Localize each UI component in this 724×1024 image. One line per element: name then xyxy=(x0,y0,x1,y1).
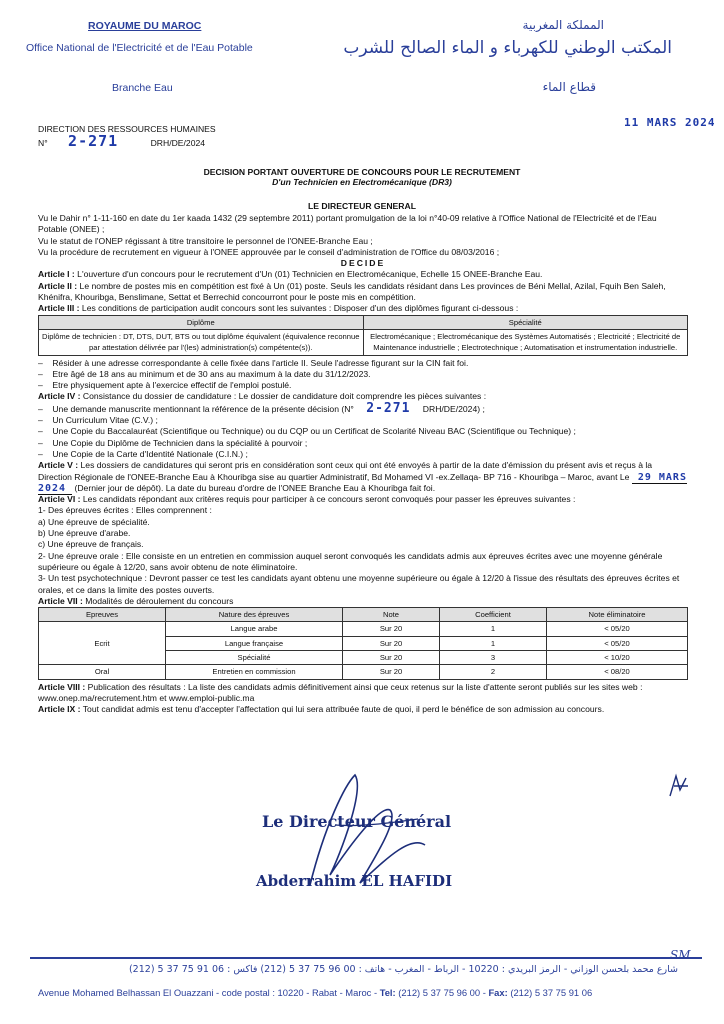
a3-bullet-3-text: Etre physiquement apte à l'exercice effectif de l'emploi postulé. xyxy=(52,380,292,391)
office-ar: المكتب الوطني للكهرباء و الماء الصالح للشرب xyxy=(343,38,672,58)
exam-coef: 1 xyxy=(440,636,547,650)
exam-header-epreuves: Epreuves xyxy=(39,608,166,622)
article-8-label: Article VIII : xyxy=(38,681,86,692)
article-7 xyxy=(38,596,688,607)
article-5 xyxy=(38,460,688,494)
diploma-header: Diplôme xyxy=(39,315,364,329)
a6-line-2: a) Une épreuve de spécialité. xyxy=(38,516,150,527)
a3-bullet-1-text: Résider à une adresse correspondante à celle fixée dans l'article II. Seule l'adresse figurant sur la CIN fait foi. xyxy=(52,357,469,368)
footer-french xyxy=(38,987,592,998)
exam-table xyxy=(38,607,688,679)
diploma-table xyxy=(38,315,688,356)
exam-header-elim: Note éliminatoire xyxy=(547,608,688,622)
article-8-text: Publication des résultats : La liste des candidats admis définitivement ainsi que ceux retenus sur la liste d'attente seront publiés sur les sites web : www.onep.ma/recrutement.htm et www.emploi-public.ma xyxy=(38,681,643,703)
a4-bullet-2: – Un Curriculum Vitae (C.V.) ; xyxy=(38,415,158,426)
article-7-text: Modalités de déroulement du concours xyxy=(82,595,234,606)
exam-elim: < 05/20 xyxy=(547,622,688,636)
exam-elim: < 08/20 xyxy=(547,665,688,679)
exam-nature: Spécialité xyxy=(166,650,343,664)
branch-fr: Branche Eau xyxy=(112,82,173,94)
a3-bullet-2: – Etre âgé de 18 ans au minimum et de 30 ans au maximum à la date du 31/12/2023. xyxy=(38,368,371,379)
a6-line-4: c) Une épreuve de français. xyxy=(38,539,144,550)
a4-bullet-3-text: Une Copie du Baccalauréat (Scientifique ou Technique) ou du CQP ou un Certificat de Scolarité Niveau BAC (Scientifique ou Technique) ; xyxy=(52,426,576,437)
document-body xyxy=(38,213,688,715)
direction-label: DIRECTION DES RESSOURCES HUMAINES xyxy=(38,124,216,134)
kingdom-ar: المملكة المغربية xyxy=(522,18,604,32)
exam-elim: < 05/20 xyxy=(547,636,688,650)
branch-ar: قطاع الماء xyxy=(542,80,596,94)
director-heading: LE DIRECTEUR GENERAL xyxy=(308,201,416,211)
ref-n-label: N° xyxy=(38,138,48,148)
article-4-text: Consistance du dossier de candidature : Le dossier de candidature doit comprendre les pièces suivantes : xyxy=(80,391,487,402)
kingdom-fr: ROYAUME DU MAROC xyxy=(88,20,202,32)
title-sub: D'un Technicien en Electromécanique (DR3) xyxy=(272,177,452,187)
diploma-cell: Diplôme de technicien : DT, DTS, DUT, BTS ou tout diplôme équivalent (équivalence reconnue par attestation délivrée par l'(les) administration(s) compétente(s)). xyxy=(39,329,364,355)
a4-bullet-1: – Une demande manuscrite mentionnant la référence de la présente décision (N° 2-271 DRH/DE/2024) ; xyxy=(38,400,485,416)
signature-role: Le Directeur Général xyxy=(262,812,452,831)
exam-note: Sur 20 xyxy=(343,622,440,636)
article-1-text: L'ouverture d'un concours pour le recrutement d'Un (01) Technicien en Electromécanique, Echelle 15 ONEE-Branche Eau. xyxy=(74,269,543,280)
footer-tel-label: Tel: xyxy=(379,987,396,998)
article-1 xyxy=(38,269,688,280)
exam-note: Sur 20 xyxy=(343,650,440,664)
article-9-text: Tout candidat admis est tenu d'accepter l'affectation qui lui sera attribuée faute de quoi, il perd le bénéfice de son admission au concours. xyxy=(80,704,605,715)
exam-group-written: Ecrit xyxy=(39,622,166,665)
exam-header-coef: Coefficient xyxy=(440,608,547,622)
specialty-header: Spécialité xyxy=(363,315,688,329)
footer-fax-label: Fax: xyxy=(488,987,508,998)
article-2 xyxy=(38,281,688,304)
ref-line xyxy=(38,132,206,150)
article-5-text: Les dossiers de candidatures qui seront pris en considération sont ceux qui ont été envoyés à partir de la date d'émission du présent avis et reçus à la Direction Régionale de l'ONEE-Branche Eau à Khouribga sise au quartier Administratif, Bd Mohamed VI -ex.Zellaqa- BP 716 - Khouribga – Maroc, avant Le xyxy=(38,460,653,482)
a6-psy: 3- Un test psychotechnique : Devront passer ce test les candidats ayant obtenu une moyenne supérieure ou égale à 12/20 à l'issue des résultats des épreuves écrites et orales, et ce dans la limite des postes ouverts. xyxy=(38,573,680,595)
article-5-label: Article V : xyxy=(38,460,79,471)
ref-suffix: DRH/DE/2024 xyxy=(150,138,206,148)
article-3 xyxy=(38,303,688,314)
article-5-text-2: (Dernier jour de dépôt). La date du bureau d'ordre de l'ONEE Branche Eau à Khouribga fait foi. xyxy=(74,482,436,493)
exam-group-oral: Oral xyxy=(39,665,166,679)
article-9 xyxy=(38,704,688,715)
article-8 xyxy=(38,682,688,705)
article-4-label: Article IV : xyxy=(38,391,81,402)
a6-oral: 2- Une épreuve orale : Elle consiste en un entretien en commission auquel seront convoqués les candidats admis aux épreuves écrites avec une moyenne générale supérieure ou égale à 12/20, sans avoir obtenu de note éliminatoire. xyxy=(38,550,663,572)
preamble-2: Vu le statut de l'ONEP régissant à titre transitoire le personnel de l'ONEE-Branche Eau ; xyxy=(38,235,373,246)
article-2-text: Le nombre de postes mis en compétition est fixé à Un (01) poste. Seuls les candidats résidant dans Les provinces de Béni Mellal, Azilal, Fquih Ben Saleh, Khénifra, Khouribga, Benslimane, Settat et Berrechid concourront pour le poste mis en compétition. xyxy=(38,280,666,303)
exam-header-note: Note xyxy=(343,608,440,622)
footer-address: Avenue Mohamed Belhassan El Ouazzani - code postal : 10220 - Rabat - Maroc - xyxy=(38,987,380,998)
exam-coef: 1 xyxy=(440,622,547,636)
article-9-label: Article IX : xyxy=(38,704,81,715)
exam-elim: < 10/20 xyxy=(547,650,688,664)
paraph-mark xyxy=(666,772,692,800)
exam-coef: 3 xyxy=(440,650,547,664)
office-fr: Office National de l'Electricité et de l'Eau Potable xyxy=(26,42,253,54)
exam-note: Sur 20 xyxy=(343,665,440,679)
exam-header-nature: Nature des épreuves xyxy=(166,608,343,622)
a4-bullet-4-text: Une Copie du Diplôme de Technicien dans la spécialité à pourvoir ; xyxy=(52,437,308,448)
a4-bullet-3: – Une Copie du Baccalauréat (Scientifique ou Technique) ou du CQP ou un Certificat de Scolarité Niveau BAC (Scientifique ou Technique) ; xyxy=(38,426,576,437)
decide-heading: DECIDE xyxy=(340,258,386,269)
article-6-label: Article VI : xyxy=(38,494,81,505)
article-1-label: Article I : xyxy=(38,269,75,280)
decision-title xyxy=(0,167,724,187)
a4-bullet-4: – Une Copie du Diplôme de Technicien dans la spécialité à pourvoir ; xyxy=(38,437,308,448)
a6-line-1: 1- Des épreuves écrites : Elles comprennent : xyxy=(38,505,212,516)
exam-nature: Entretien en commission xyxy=(166,665,343,679)
a3-bullet-3: – Etre physiquement apte à l'exercice effectif de l'emploi postulé. xyxy=(38,380,292,391)
preamble-3: Vu la procédure de recrutement en vigueur à l'ONEE approuvée par le conseil d'administration de l'Office du 08/03/2016 ; xyxy=(38,246,500,257)
article-6 xyxy=(38,494,688,505)
footer-tel: (212) 5 37 75 96 00 - xyxy=(395,987,489,998)
a3-bullet-2-text: Etre âgé de 18 ans au minimum et de 30 ans au maximum à la date du 31/12/2023. xyxy=(52,368,371,379)
exam-nature: Langue française xyxy=(166,636,343,650)
date-stamp: 11 MARS 2024 xyxy=(624,116,716,129)
title-main: DECISION PORTANT OUVERTURE DE CONCOURS POUR LE RECRUTEMENT xyxy=(203,167,521,177)
article-3-label: Article III : xyxy=(38,303,80,314)
a4-bullet-1-end: DRH/DE/2024) ; xyxy=(422,403,485,414)
exam-coef: 2 xyxy=(440,665,547,679)
a4-bullet-5: – Une Copie de la Carte d'Identité Nationale (C.I.N.) ; xyxy=(38,448,248,459)
footer-initials: SM xyxy=(670,948,691,962)
article-3-text: Les conditions de participation audit concours sont les suivantes : Disposer d'un des diplômes figurant ci-dessous : xyxy=(79,303,519,314)
footer-rule xyxy=(30,957,702,959)
exam-nature: Langue arabe xyxy=(166,622,343,636)
a4-bullet-5-text: Une Copie de la Carte d'Identité Nationale (C.I.N.) ; xyxy=(52,448,248,459)
deadline-date-stamp: 29 MARS 2024 xyxy=(38,471,687,494)
preamble-1: Vu le Dahir n° 1-11-160 en date du 1er kaada 1432 (29 septembre 2011) portant promulgation de la loi n°40-09 relative à l'Office National de l'Electricité et de l'Eau Potable (ONEE) ; xyxy=(38,213,657,235)
a4-bullet-2-text: Un Curriculum Vitae (C.V.) ; xyxy=(52,415,158,426)
a4-bullet-1-text: Une demande manuscrite mentionnant la référence de la présente décision (N° xyxy=(52,403,354,414)
a3-bullet-1: – Résider à une adresse correspondante à celle fixée dans l'article II. Seule l'adresse figurant sur la CIN fait foi. xyxy=(38,357,469,368)
footer-arabic: شارع محمد بلحسن الوزاني - الرمز البريدي : 10220 - الرباط - المغرب - هاتف : 00 96 75 37 5 (212) فاكس : 06 91 75 37 5 (212) xyxy=(128,964,678,975)
a4-number-stamp: 2-271 xyxy=(366,400,411,416)
table-row xyxy=(39,665,688,679)
article-4 xyxy=(38,391,688,402)
signature-name: Abderrahim EL HAFIDI xyxy=(256,872,453,890)
article-2-label: Article II : xyxy=(38,280,78,291)
table-row xyxy=(39,622,688,636)
article-6-text: Les candidats répondant aux critères requis pour participer à ce concours seront convoqués pour passer les épreuves suivantes : xyxy=(80,494,576,505)
ref-number-stamp: 2-271 xyxy=(68,132,119,150)
specialty-cell: Electromécanique ; Electromécanique des Systèmes Automatisés ; Electricité ; Electricité de Maintenance industrielle ; Electrotechnique ; Automatisation et instrumentation industrielle. xyxy=(363,329,688,355)
a6-line-3: b) Une épreuve d'arabe. xyxy=(38,528,131,539)
article-7-label: Article VII : xyxy=(38,595,83,606)
exam-note: Sur 20 xyxy=(343,636,440,650)
footer-fax: (212) 5 37 75 91 06 xyxy=(507,987,593,998)
